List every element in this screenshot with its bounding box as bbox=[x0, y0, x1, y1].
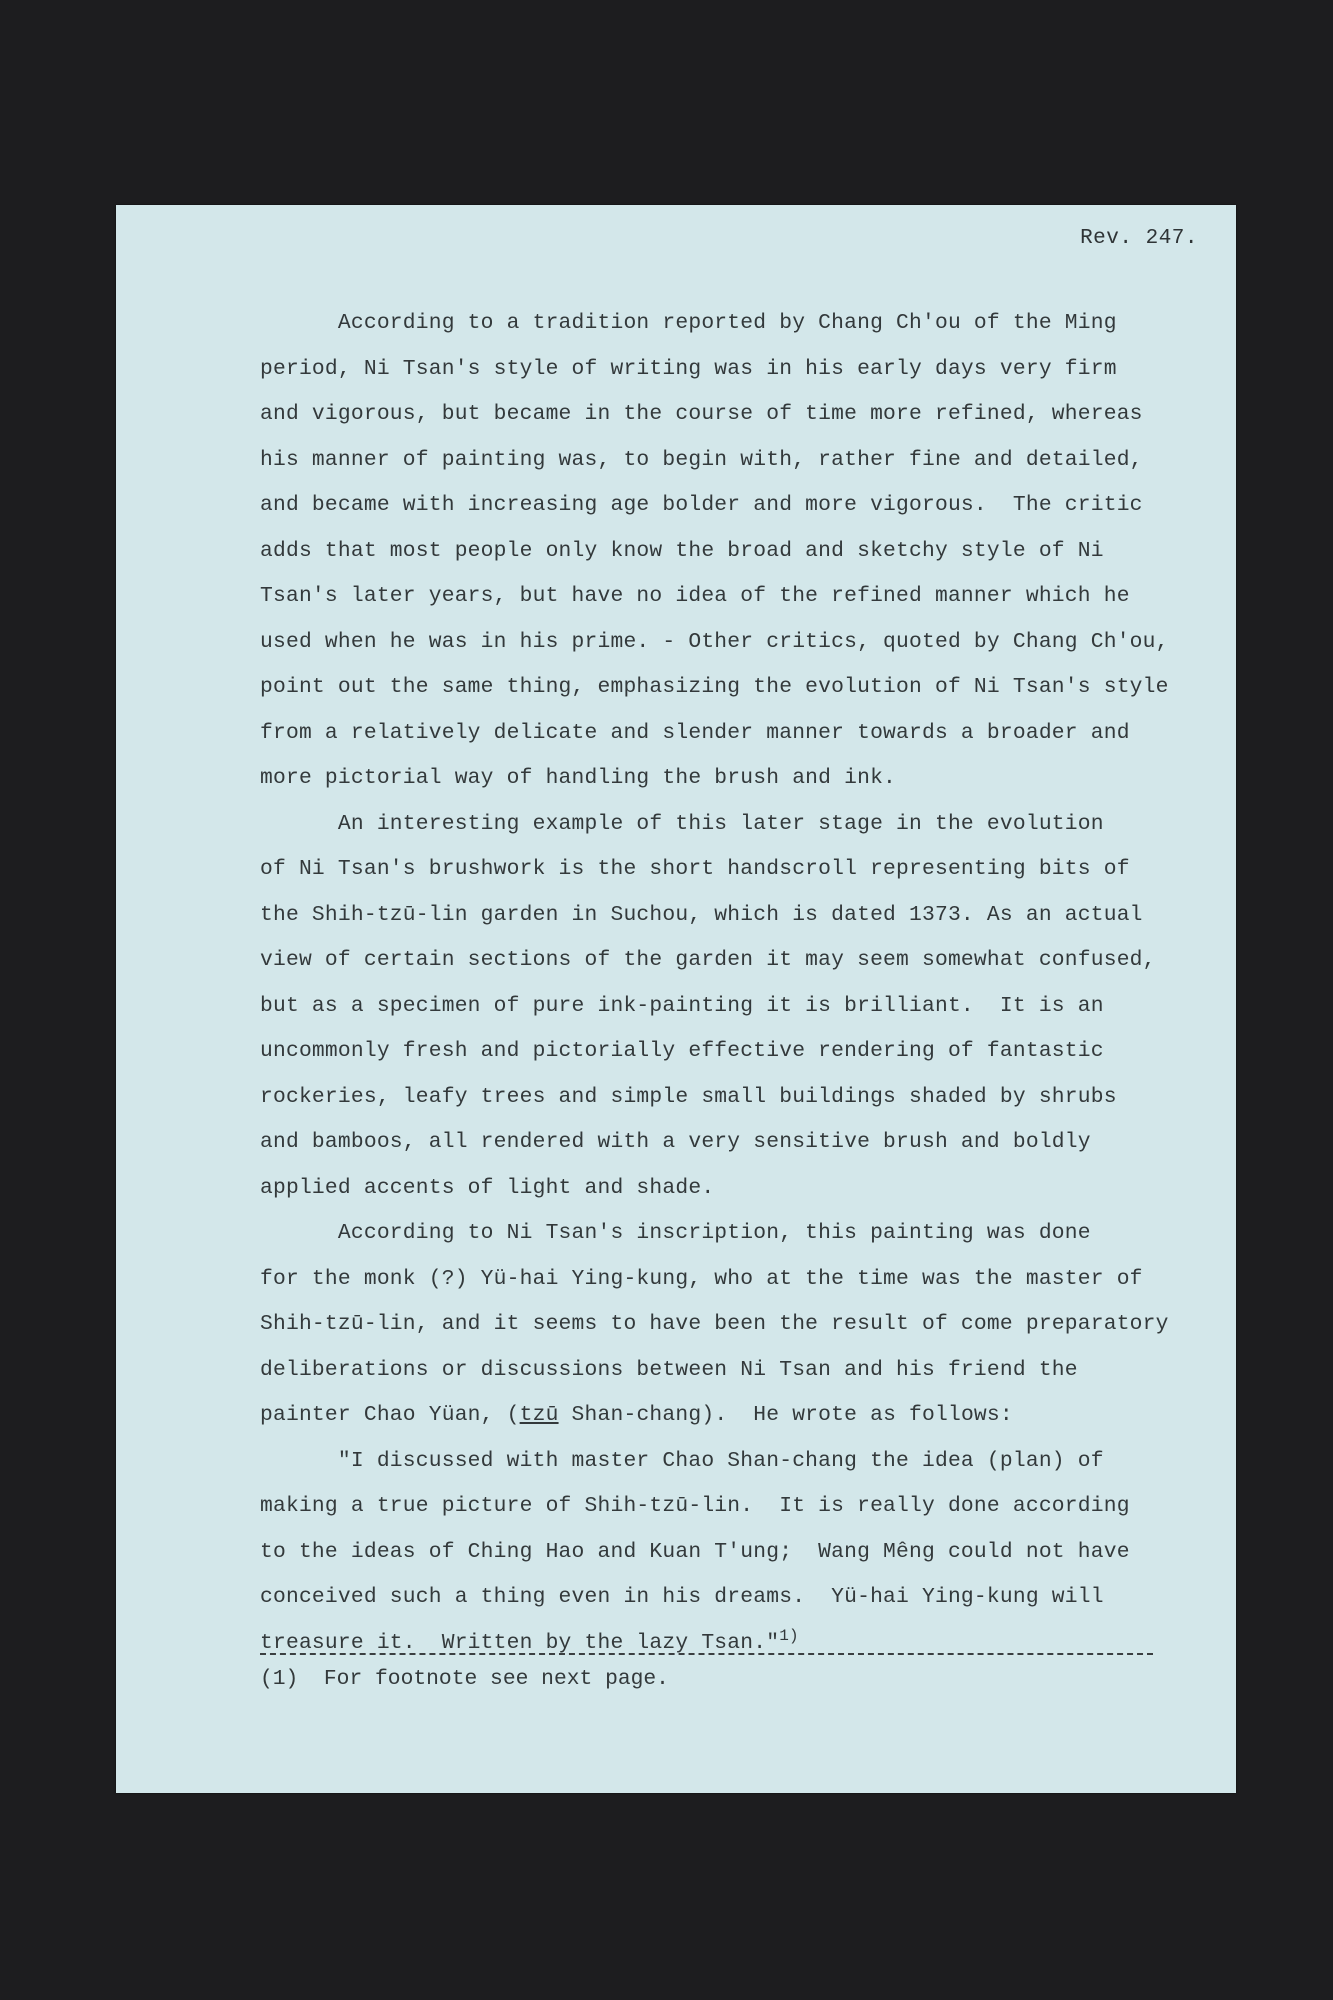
text-line: view of certain sections of the garden it may seem somewhat confused, bbox=[260, 948, 1156, 972]
text-line: from a relatively delicate and slender manner towards a broader and bbox=[260, 720, 1130, 745]
text-line: making a true picture of Shih-tzū-lin. It is really done according bbox=[260, 1494, 1130, 1518]
paragraph-1 bbox=[260, 301, 1320, 802]
text-line: An interesting example of this later stage in the evolution bbox=[260, 811, 1104, 836]
text-line: and vigorous, but became in the course of time more refined, whereas bbox=[260, 402, 1143, 426]
underlined-term: tzū bbox=[519, 1403, 559, 1427]
text-line: rockeries, leafy trees and simple small buildings shaded by shrubs bbox=[260, 1084, 1117, 1109]
text-line: used when he was in his prime. - Other critics, quoted by Chang Ch'ou, bbox=[260, 629, 1169, 654]
text-line: and bamboos, all rendered with a very sensitive brush and boldly bbox=[260, 1130, 1091, 1154]
text-line bbox=[260, 1393, 1320, 1439]
text-line: According to Ni Tsan's inscription, this painting was done bbox=[260, 1221, 1091, 1245]
text-line: his manner of painting was, to begin with, rather fine and detailed, bbox=[260, 447, 1143, 472]
text-line: period, Ni Tsan's style of writing was in his early days very firm bbox=[260, 356, 1117, 381]
text-line: more pictorial way of handling the brush and ink. bbox=[260, 766, 897, 790]
footnote-marker: 1) bbox=[779, 1626, 799, 1645]
text-line: the Shih-tzū-lin garden in Suchou, which is dated 1373. As an actual bbox=[260, 902, 1143, 927]
footnote-rule bbox=[260, 1653, 1153, 1655]
text-line: Shih-tzū-lin, and it seems to have been the result of come preparatory bbox=[260, 1312, 1169, 1336]
text-line: uncommonly fresh and pictorially effective rendering of fantastic bbox=[260, 1039, 1104, 1063]
text-line: conceived such a thing even in his dreams. Yü-hai Ying-kung will bbox=[260, 1585, 1104, 1609]
text-line: for the monk (?) Yü-hai Ying-kung, who at the time was the master of bbox=[260, 1266, 1143, 1291]
paragraph-3 bbox=[260, 1211, 1320, 1439]
text-segment: painter Chao Yüan, ( bbox=[260, 1403, 520, 1427]
text-line: of Ni Tsan's brushwork is the short handscroll representing bits of bbox=[260, 857, 1130, 881]
text-line: to the ideas of Ching Hao and Kuan T'ung; Wang Mêng could not have bbox=[260, 1539, 1130, 1564]
text-line: Tsan's later years, but have no idea of the refined manner which he bbox=[260, 584, 1130, 608]
text-segment: Shan-chang). He wrote as follows: bbox=[558, 1403, 1013, 1427]
footnote: (1) For footnote see next page. bbox=[260, 1667, 669, 1691]
body-text bbox=[260, 301, 1320, 1666]
text-line: and became with increasing age bolder and more vigorous. The critic bbox=[260, 493, 1143, 517]
paragraph-4-quote bbox=[260, 1439, 1320, 1667]
text-line: adds that most people only know the broad and sketchy style of Ni bbox=[260, 538, 1104, 563]
paragraph-2 bbox=[260, 802, 1320, 1212]
page-reference: Rev. 247. bbox=[1080, 227, 1198, 250]
text-segment: treasure it. Written by the lazy Tsan." bbox=[260, 1630, 780, 1655]
document-page bbox=[116, 205, 1236, 1793]
text-line: According to a tradition reported by Chang Ch'ou of the Ming bbox=[260, 311, 1117, 335]
text-line: deliberations or discussions between Ni Tsan and his friend the bbox=[260, 1357, 1078, 1382]
text-line: "I discussed with master Chao Shan-chang the idea (plan) of bbox=[260, 1448, 1104, 1473]
text-line: point out the same thing, emphasizing the evolution of Ni Tsan's style bbox=[260, 675, 1169, 699]
text-line: but as a specimen of pure ink-painting it is brilliant. It is an bbox=[260, 993, 1104, 1018]
text-line: applied accents of light and shade. bbox=[260, 1175, 715, 1200]
